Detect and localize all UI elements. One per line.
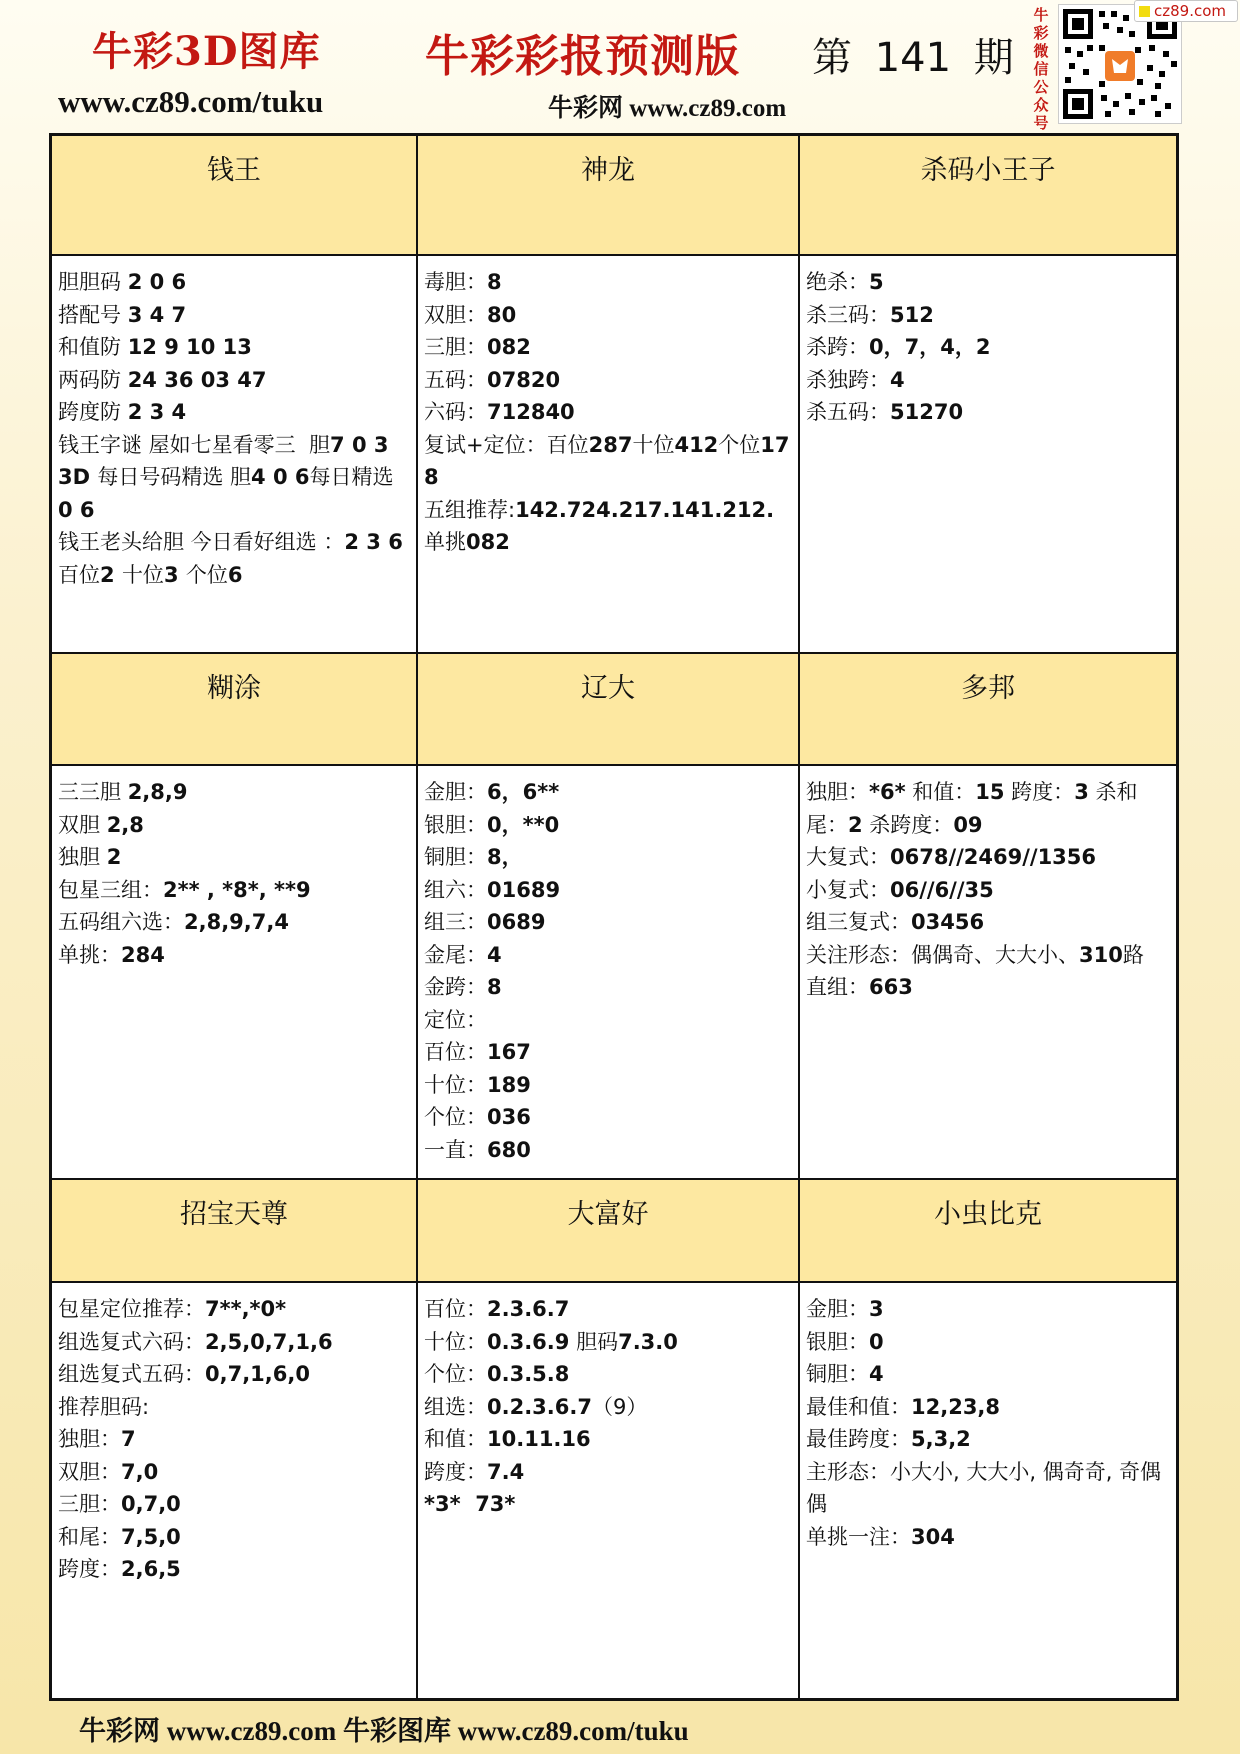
expert-predictions-hutu [52, 766, 418, 1180]
prediction-value: 7.4 [487, 1459, 525, 1484]
prediction-line [424, 266, 792, 299]
prediction-label: 个位： [424, 1362, 487, 1386]
prediction-line [806, 776, 1170, 841]
prediction-label: 十位： [424, 1072, 487, 1097]
prediction-label: 杀跨： [806, 335, 869, 359]
prediction-line [58, 1326, 410, 1359]
prediction-label: 复试+定位：百位 [424, 432, 589, 457]
prediction-value: 03456 [911, 910, 985, 934]
prediction-line [806, 364, 1170, 397]
prediction-value: 06//6//35 [890, 877, 994, 902]
prediction-value: 412 [674, 432, 719, 457]
prediction-value: 6 [227, 562, 243, 587]
prediction-label: 钱王老头给胆 今日看好组选 ： [58, 530, 345, 554]
prediction-value: 178 [424, 432, 790, 489]
prediction-label: 三胆： [58, 1492, 121, 1516]
prediction-line [58, 1456, 410, 1489]
prediction-line [424, 494, 792, 527]
expert-predictions-qianwang [52, 256, 418, 654]
prediction-line [58, 1488, 410, 1521]
prediction-value: 4 0 6 [251, 465, 310, 489]
prediction-value: 15 [975, 780, 1005, 804]
prediction-line [424, 1004, 792, 1037]
prediction-line [806, 874, 1170, 907]
prediction-label: 推荐胆码: [58, 1394, 150, 1419]
prediction-line [806, 331, 1170, 364]
prediction-label: 独胆： [58, 1427, 121, 1451]
footer-links: 牛彩网 www.cz89.com 牛彩图库 www.cz89.com/tuku [79, 1716, 689, 1746]
prediction-label: 单挑一注： [806, 1524, 911, 1549]
prediction-label: 路 [1122, 942, 1144, 967]
prediction-value: 712840 [487, 400, 575, 424]
prediction-line [58, 331, 410, 364]
prediction-value: 3 [869, 1297, 884, 1321]
prediction-line [424, 939, 792, 972]
prediction-label: 跨度： [424, 1459, 487, 1484]
prediction-value: 7,5,0 [121, 1524, 181, 1549]
prediction-label: 直组： [806, 975, 869, 999]
prediction-label: 两码防 [58, 367, 128, 392]
prediction-line [806, 841, 1170, 874]
prediction-label: 跨度： [1004, 780, 1075, 804]
prediction-value: 0 6 [58, 497, 95, 522]
prediction-value: 036 [487, 1105, 531, 1129]
prediction-line [424, 1101, 792, 1134]
prediction-label: 跨度： [58, 1557, 121, 1581]
prediction-line [424, 1134, 792, 1167]
prediction-value: 082 [466, 530, 510, 554]
prediction-label: 银胆： [806, 1329, 869, 1354]
prediction-label: 十位： [424, 1329, 487, 1354]
prediction-value: 7,0 [121, 1459, 159, 1484]
prediction-value: 2 [106, 845, 122, 869]
prediction-label: 独胆 [58, 845, 107, 869]
prediction-value: 167 [487, 1040, 531, 1064]
expert-predictions-shenlong [418, 256, 800, 654]
prediction-line [424, 1391, 792, 1424]
prediction-line [806, 971, 1170, 1004]
prediction-line [806, 906, 1170, 939]
prediction-value: 2 3 4 [127, 400, 187, 424]
prediction-line [58, 1423, 410, 1456]
prediction-label: 组选复式五码： [58, 1362, 205, 1386]
prediction-value: 189 [487, 1072, 531, 1097]
prediction-value: 512 [890, 302, 934, 327]
prediction-line [58, 266, 410, 299]
prediction-value: 8 [487, 975, 502, 999]
prediction-label: 百位： [424, 1040, 487, 1064]
prediction-value: 24 36 03 47 [127, 367, 267, 392]
prediction-label: 最佳和值： [806, 1394, 911, 1419]
expert-title-xiaochong-bike: 小虫比克 [800, 1180, 1176, 1283]
prediction-line [806, 396, 1170, 429]
prediction-line [806, 266, 1170, 299]
prediction-value: 4 [890, 367, 905, 392]
prediction-label: 毒胆： [424, 270, 487, 294]
prediction-label: 组六： [424, 877, 487, 902]
prediction-value: 680 [487, 1137, 531, 1162]
prediction-value: 01689 [487, 877, 561, 902]
prediction-value: 07820 [487, 367, 561, 392]
prediction-value: 0 [869, 1329, 884, 1354]
prediction-label: 十位 [632, 432, 675, 457]
prediction-value: 4 [869, 1362, 884, 1386]
prediction-label: 金跨： [424, 975, 487, 999]
prediction-label: 金胆： [424, 780, 487, 804]
prediction-label: 最佳跨度： [806, 1427, 911, 1451]
prediction-label: 金尾： [424, 942, 487, 967]
prediction-label: 双胆： [58, 1459, 121, 1484]
prediction-label: （9） [591, 1394, 648, 1419]
prediction-table [49, 133, 1179, 1701]
prediction-value: 2,5,0,7,1,6 [205, 1329, 333, 1354]
prediction-label: 主形态：小大小, 大大小, 偶奇奇, 奇偶偶 [806, 1459, 1162, 1516]
prediction-value: 284 [121, 942, 165, 967]
prediction-value: 7 [121, 1427, 136, 1451]
prediction-line [806, 1423, 1170, 1456]
prediction-line [58, 1358, 410, 1391]
prediction-label: 胆码 [569, 1329, 619, 1354]
prediction-value: 0678//2469//1356 [890, 845, 1097, 869]
prediction-line [58, 874, 410, 907]
prediction-label: 铜胆： [424, 845, 487, 869]
prediction-line [806, 939, 1170, 972]
prediction-value: 0,7,0 [121, 1492, 181, 1516]
prediction-value: 082 [487, 335, 531, 359]
prediction-value: 0,7,1,6,0 [205, 1362, 310, 1386]
prediction-line [58, 841, 410, 874]
brand-url[interactable]: www.cz89.com/tuku [58, 84, 324, 119]
prediction-value: 0689 [487, 910, 546, 934]
prediction-value: 2 [100, 562, 122, 587]
prediction-value: 8， [487, 845, 523, 869]
prediction-value: 3 [163, 562, 186, 587]
prediction-value: 310 [1079, 942, 1123, 967]
prediction-line [58, 776, 410, 809]
expert-title-duobang: 多邦 [800, 654, 1176, 766]
prediction-label: 三胆： [424, 335, 487, 359]
prediction-line [806, 1293, 1170, 1326]
expert-title-dafuhao: 大富好 [418, 1180, 800, 1283]
prediction-line [424, 1293, 792, 1326]
prediction-line [58, 461, 410, 526]
prediction-value: 304 [911, 1524, 955, 1549]
prediction-value: 0.2.3.6.7 [487, 1394, 592, 1419]
prediction-label: 五组推荐: [424, 497, 516, 522]
prediction-value: 2** , *8*, **9 [163, 877, 311, 902]
prediction-label: 杀五码： [806, 400, 890, 424]
prediction-label: 五码组六选： [58, 910, 184, 934]
prediction-value: 0，7，4，2 [869, 335, 991, 359]
prediction-label: 跨度防 [58, 400, 128, 424]
prediction-line [806, 1456, 1170, 1521]
prediction-value: 5 [869, 270, 884, 294]
prediction-label: 三三胆 [58, 780, 128, 804]
prediction-label: 百位 [58, 562, 100, 587]
expert-predictions-xiaochong-bike [800, 1283, 1176, 1698]
prediction-label: 组三复式： [806, 910, 911, 934]
prediction-label: 组选： [424, 1394, 487, 1419]
prediction-value: 2,8 [106, 812, 144, 837]
prediction-value: 287 [588, 432, 633, 457]
prediction-line [424, 299, 792, 332]
prediction-label: 每日号码精选 胆 [97, 465, 252, 489]
prediction-line [806, 1391, 1170, 1424]
prediction-line [424, 906, 792, 939]
prediction-line [58, 1391, 410, 1424]
prediction-value: 51270 [890, 400, 964, 424]
prediction-label: 百位： [424, 1297, 487, 1321]
prediction-value: 80 [487, 302, 517, 327]
prediction-value: 10.11.16 [487, 1427, 591, 1451]
prediction-line [806, 299, 1170, 332]
prediction-line [424, 429, 792, 494]
expert-title-zhaobao-tianzun: 招宝天尊 [52, 1180, 418, 1283]
prediction-line [58, 364, 410, 397]
prediction-value: 3 [1074, 780, 1089, 804]
prediction-line [424, 971, 792, 1004]
prediction-label: 关注形态：偶偶奇、大大小、 [806, 942, 1079, 967]
expert-title-shenlong: 神龙 [418, 136, 800, 256]
prediction-label: 和值防 [58, 335, 128, 359]
prediction-value: 2 0 6 [127, 270, 187, 294]
site-url[interactable]: 牛彩网 www.cz89.com [548, 95, 787, 122]
prediction-label: 单挑 [424, 530, 466, 554]
prediction-value: 3D [58, 465, 98, 489]
prediction-label: 组选复式六码： [58, 1329, 205, 1354]
badge-label: cz89.com [1154, 2, 1227, 20]
prediction-value: 2 3 6 [344, 530, 403, 554]
prediction-line [424, 874, 792, 907]
prediction-label: 每日精选 [309, 465, 401, 489]
prediction-line [424, 331, 792, 364]
expert-predictions-zhaobao-tianzun [52, 1283, 418, 1698]
prediction-value: 0，**0 [487, 812, 560, 837]
edition-title: 牛彩彩报预测版 [425, 31, 740, 82]
prediction-value: 12 9 10 13 [127, 335, 252, 359]
prediction-line [424, 1036, 792, 1069]
prediction-value: 7 0 3 [330, 432, 389, 457]
prediction-label: 双胆 [58, 812, 107, 837]
prediction-label: 单挑： [58, 942, 121, 967]
prediction-value: 7**,*0* [205, 1297, 287, 1321]
prediction-line [806, 1521, 1170, 1554]
expert-predictions-duobang [800, 766, 1176, 1180]
prediction-value: 3 4 7 [127, 302, 187, 327]
prediction-value: 6，6** [487, 780, 560, 804]
expert-predictions-dafuhao [418, 1283, 800, 1698]
prediction-line [424, 1069, 792, 1102]
prediction-line [58, 906, 410, 939]
prediction-line [58, 396, 410, 429]
prediction-label: 五码： [424, 367, 487, 392]
prediction-value: 142.724.217.141.212. [515, 497, 775, 522]
prediction-line [806, 1358, 1170, 1391]
prediction-label: 绝杀： [806, 270, 869, 294]
prediction-line [58, 299, 410, 332]
prediction-label: 独胆： [806, 780, 869, 804]
prediction-label: 杀三码： [806, 302, 890, 327]
expert-predictions-liaoda [418, 766, 800, 1180]
prediction-label: 定位： [424, 1007, 487, 1032]
issue-number: 第 141 期 [812, 35, 1014, 81]
prediction-label: 双胆： [424, 302, 487, 327]
prediction-label: 包星定位推荐： [58, 1297, 205, 1321]
prediction-line [424, 1423, 792, 1456]
expert-title-shama-xiaowangzi: 杀码小王子 [800, 136, 1176, 256]
prediction-label: 胆胆码 [58, 270, 128, 294]
prediction-value: 7.3.0 [618, 1329, 678, 1354]
prediction-line [424, 809, 792, 842]
badge-square-icon [1139, 6, 1150, 17]
prediction-value: 2,8,9 [127, 780, 188, 804]
prediction-label: 个位 [185, 562, 228, 587]
prediction-value: 12,23,8 [911, 1394, 1001, 1419]
prediction-label: 十位 [121, 562, 164, 587]
expert-title-qianwang: 钱王 [52, 136, 418, 256]
prediction-label: 六码： [424, 400, 487, 424]
prediction-line [424, 1456, 792, 1489]
expert-title-hutu: 糊涂 [52, 654, 418, 766]
prediction-label: 个位 [718, 432, 761, 457]
prediction-label: 杀和尾： [806, 780, 1138, 837]
prediction-line [58, 429, 410, 462]
prediction-value: 0.3.5.8 [487, 1362, 570, 1386]
prediction-line [424, 396, 792, 429]
prediction-label: 和尾： [58, 1524, 121, 1549]
prediction-value: *6* [869, 780, 906, 804]
prediction-label: 杀独跨： [806, 367, 890, 392]
prediction-line [58, 939, 410, 972]
prediction-value: 2.3.6.7 [487, 1297, 570, 1321]
prediction-label: 钱王字谜 屋如七星看零三 胆 [58, 432, 331, 457]
prediction-line [806, 1326, 1170, 1359]
qr-code-icon [1058, 4, 1182, 124]
expert-predictions-shama-xiaowangzi [800, 256, 1176, 654]
site-badge[interactable] [1134, 0, 1238, 22]
prediction-line [424, 1326, 792, 1359]
prediction-line [58, 526, 410, 591]
prediction-value: 5,3,2 [911, 1427, 971, 1451]
prediction-label: 个位： [424, 1105, 487, 1129]
prediction-label: 小复式： [806, 877, 890, 902]
expert-title-liaoda: 辽大 [418, 654, 800, 766]
prediction-line [424, 1358, 792, 1391]
prediction-value: 0.3.6.9 [487, 1329, 570, 1354]
prediction-label: 搭配号 [58, 302, 128, 327]
prediction-label: 一直： [424, 1137, 487, 1162]
prediction-label: 包星三组： [58, 877, 163, 902]
prediction-label: 大复式： [806, 845, 890, 869]
prediction-label: 银胆： [424, 812, 487, 837]
prediction-label: 金胆： [806, 1297, 869, 1321]
prediction-value: 09 [953, 812, 983, 837]
prediction-line [58, 1293, 410, 1326]
prediction-value: 663 [869, 975, 913, 999]
prediction-label: 杀跨度： [862, 812, 954, 837]
prediction-line [58, 1521, 410, 1554]
prediction-value: 8 [487, 270, 502, 294]
prediction-line [424, 526, 792, 559]
brand-title: 牛彩3D图库 [92, 28, 321, 75]
prediction-value: 2,8,9,7,4 [184, 910, 289, 934]
prediction-line [424, 364, 792, 397]
prediction-label: 和值： [424, 1427, 487, 1451]
prediction-label: 和值： [905, 780, 976, 804]
prediction-line [58, 809, 410, 842]
prediction-line [424, 776, 792, 809]
prediction-line [58, 1553, 410, 1586]
wechat-label: 牛彩微信公众号 [1033, 6, 1049, 132]
prediction-label: 组三： [424, 910, 487, 934]
prediction-line [424, 1488, 792, 1521]
prediction-value: *3* 73* [424, 1492, 516, 1516]
prediction-value: 4 [487, 942, 502, 967]
prediction-line [424, 841, 792, 874]
prediction-value: 2 [848, 812, 863, 837]
prediction-value: 2,6,5 [121, 1557, 181, 1581]
prediction-label: 铜胆： [806, 1362, 869, 1386]
